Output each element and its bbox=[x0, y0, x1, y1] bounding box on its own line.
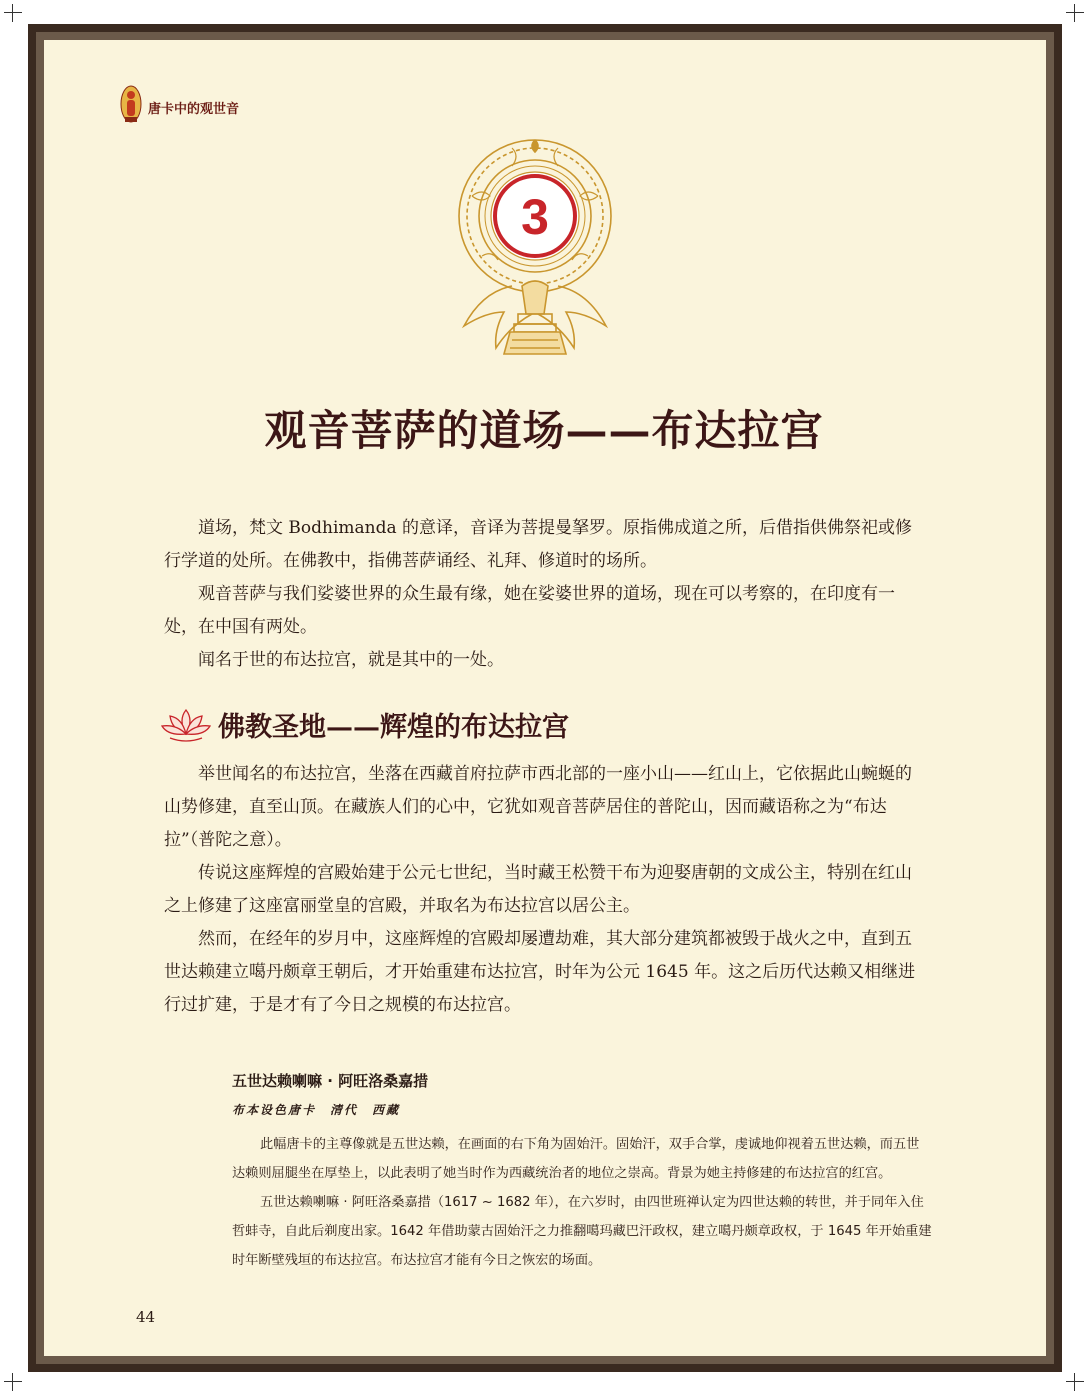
section-title: 佛教圣地——辉煌的布达拉宫 bbox=[218, 711, 569, 743]
running-header-title: 唐卡中的观世音 bbox=[148, 101, 240, 117]
caption-paragraph: 五世达赖喇嘛 · 阿旺洛桑嘉措（1617 ~ 1682 年），在六岁时，由四世班禅认定为四世达赖的转世，并于同年入住哲蚌寺，自此后剃度出家。1642 年借助蒙古固始汗之力推翻噶玛藏巴汗政权，建立噶丹颇章政权，于 1645 年开始重建时年断壁残垣的布达拉宫。布达拉宫才能有今日之恢宏的场面。 bbox=[232, 1195, 932, 1268]
section-heading bbox=[160, 704, 569, 744]
intro-text bbox=[164, 512, 928, 677]
caption-paragraph: 此幅唐卡的主尊像就是五世达赖，在画面的右下角为固始汗。固始汗，双手合掌，虔诚地仰视着五世达赖，而五世达赖则屈腿坐在厚垫上，以此表明了她当时作为西藏统治者的地位之崇高。背景为她主持修建的布达拉宫的红宫。 bbox=[232, 1137, 920, 1181]
intro-paragraph: 观音菩萨与我们娑婆世界的众生最有缘，她在娑婆世界的道场，现在可以考察的，在印度有一处，在中国有两处。 bbox=[164, 584, 895, 637]
section-paragraph: 举世闻名的布达拉宫，坐落在西藏首府拉萨市西北部的一座小山——红山上，它依据此山蜿蜒的山势修建，直至山顶。在藏族人们的心中，它犹如观音菩萨居住的普陀山，因而藏语称之为“布达拉”（普陀之意）。 bbox=[164, 764, 912, 850]
intro-paragraph: 闻名于世的布达拉宫，就是其中的一处。 bbox=[198, 650, 504, 670]
section-paragraph: 传说这座辉煌的宫殿始建于公元七世纪，当时藏王松赞干布为迎娶唐朝的文成公主，特别在红山之上修建了这座富丽堂皇的宫殿，并取名为布达拉宫以居公主。 bbox=[164, 863, 912, 916]
bodhisattva-logo-icon bbox=[120, 84, 142, 124]
running-header bbox=[120, 84, 239, 124]
section-body bbox=[164, 758, 928, 1022]
crop-mark-top-left bbox=[4, 4, 22, 22]
caption-title: 五世达赖喇嘛 · 阿旺洛桑嘉措 bbox=[232, 1072, 429, 1090]
caption-subtitle: 布本设色唐卡 清代 西藏 bbox=[232, 1103, 401, 1117]
crop-mark-bottom-right bbox=[1066, 1373, 1084, 1391]
dharma-wheel-emblem-icon bbox=[452, 136, 618, 366]
chapter-title: 观音菩萨的道场——布达拉宫 bbox=[264, 406, 824, 455]
lotus-icon bbox=[160, 704, 212, 744]
crop-mark-bottom-left bbox=[4, 1373, 22, 1391]
section-paragraph: 然而，在经年的岁月中，这座辉煌的宫殿却屡遭劫难，其大部分建筑都被毁于战火之中，直到五世达赖建立噶丹颇章王朝后，才开始重建布达拉宫，时年为公元 1645 年。这之后历代达赖又相继进行过扩建，于是才有了今日之规模的布达拉宫。 bbox=[164, 929, 916, 1015]
intro-paragraph: 道场，梵文 Bodhimanda 的意译，音译为菩提曼拏罗。原指佛成道之所，后借指供佛祭祀或修行学道的处所。在佛教中，指佛菩萨诵经、礼拜、修道时的场所。 bbox=[164, 518, 913, 571]
page-number: 44 bbox=[136, 1308, 156, 1326]
caption-body bbox=[232, 1130, 932, 1275]
chapter-number: 3 bbox=[521, 189, 549, 245]
crop-mark-top-right bbox=[1066, 4, 1084, 22]
image-caption bbox=[232, 1070, 932, 1275]
